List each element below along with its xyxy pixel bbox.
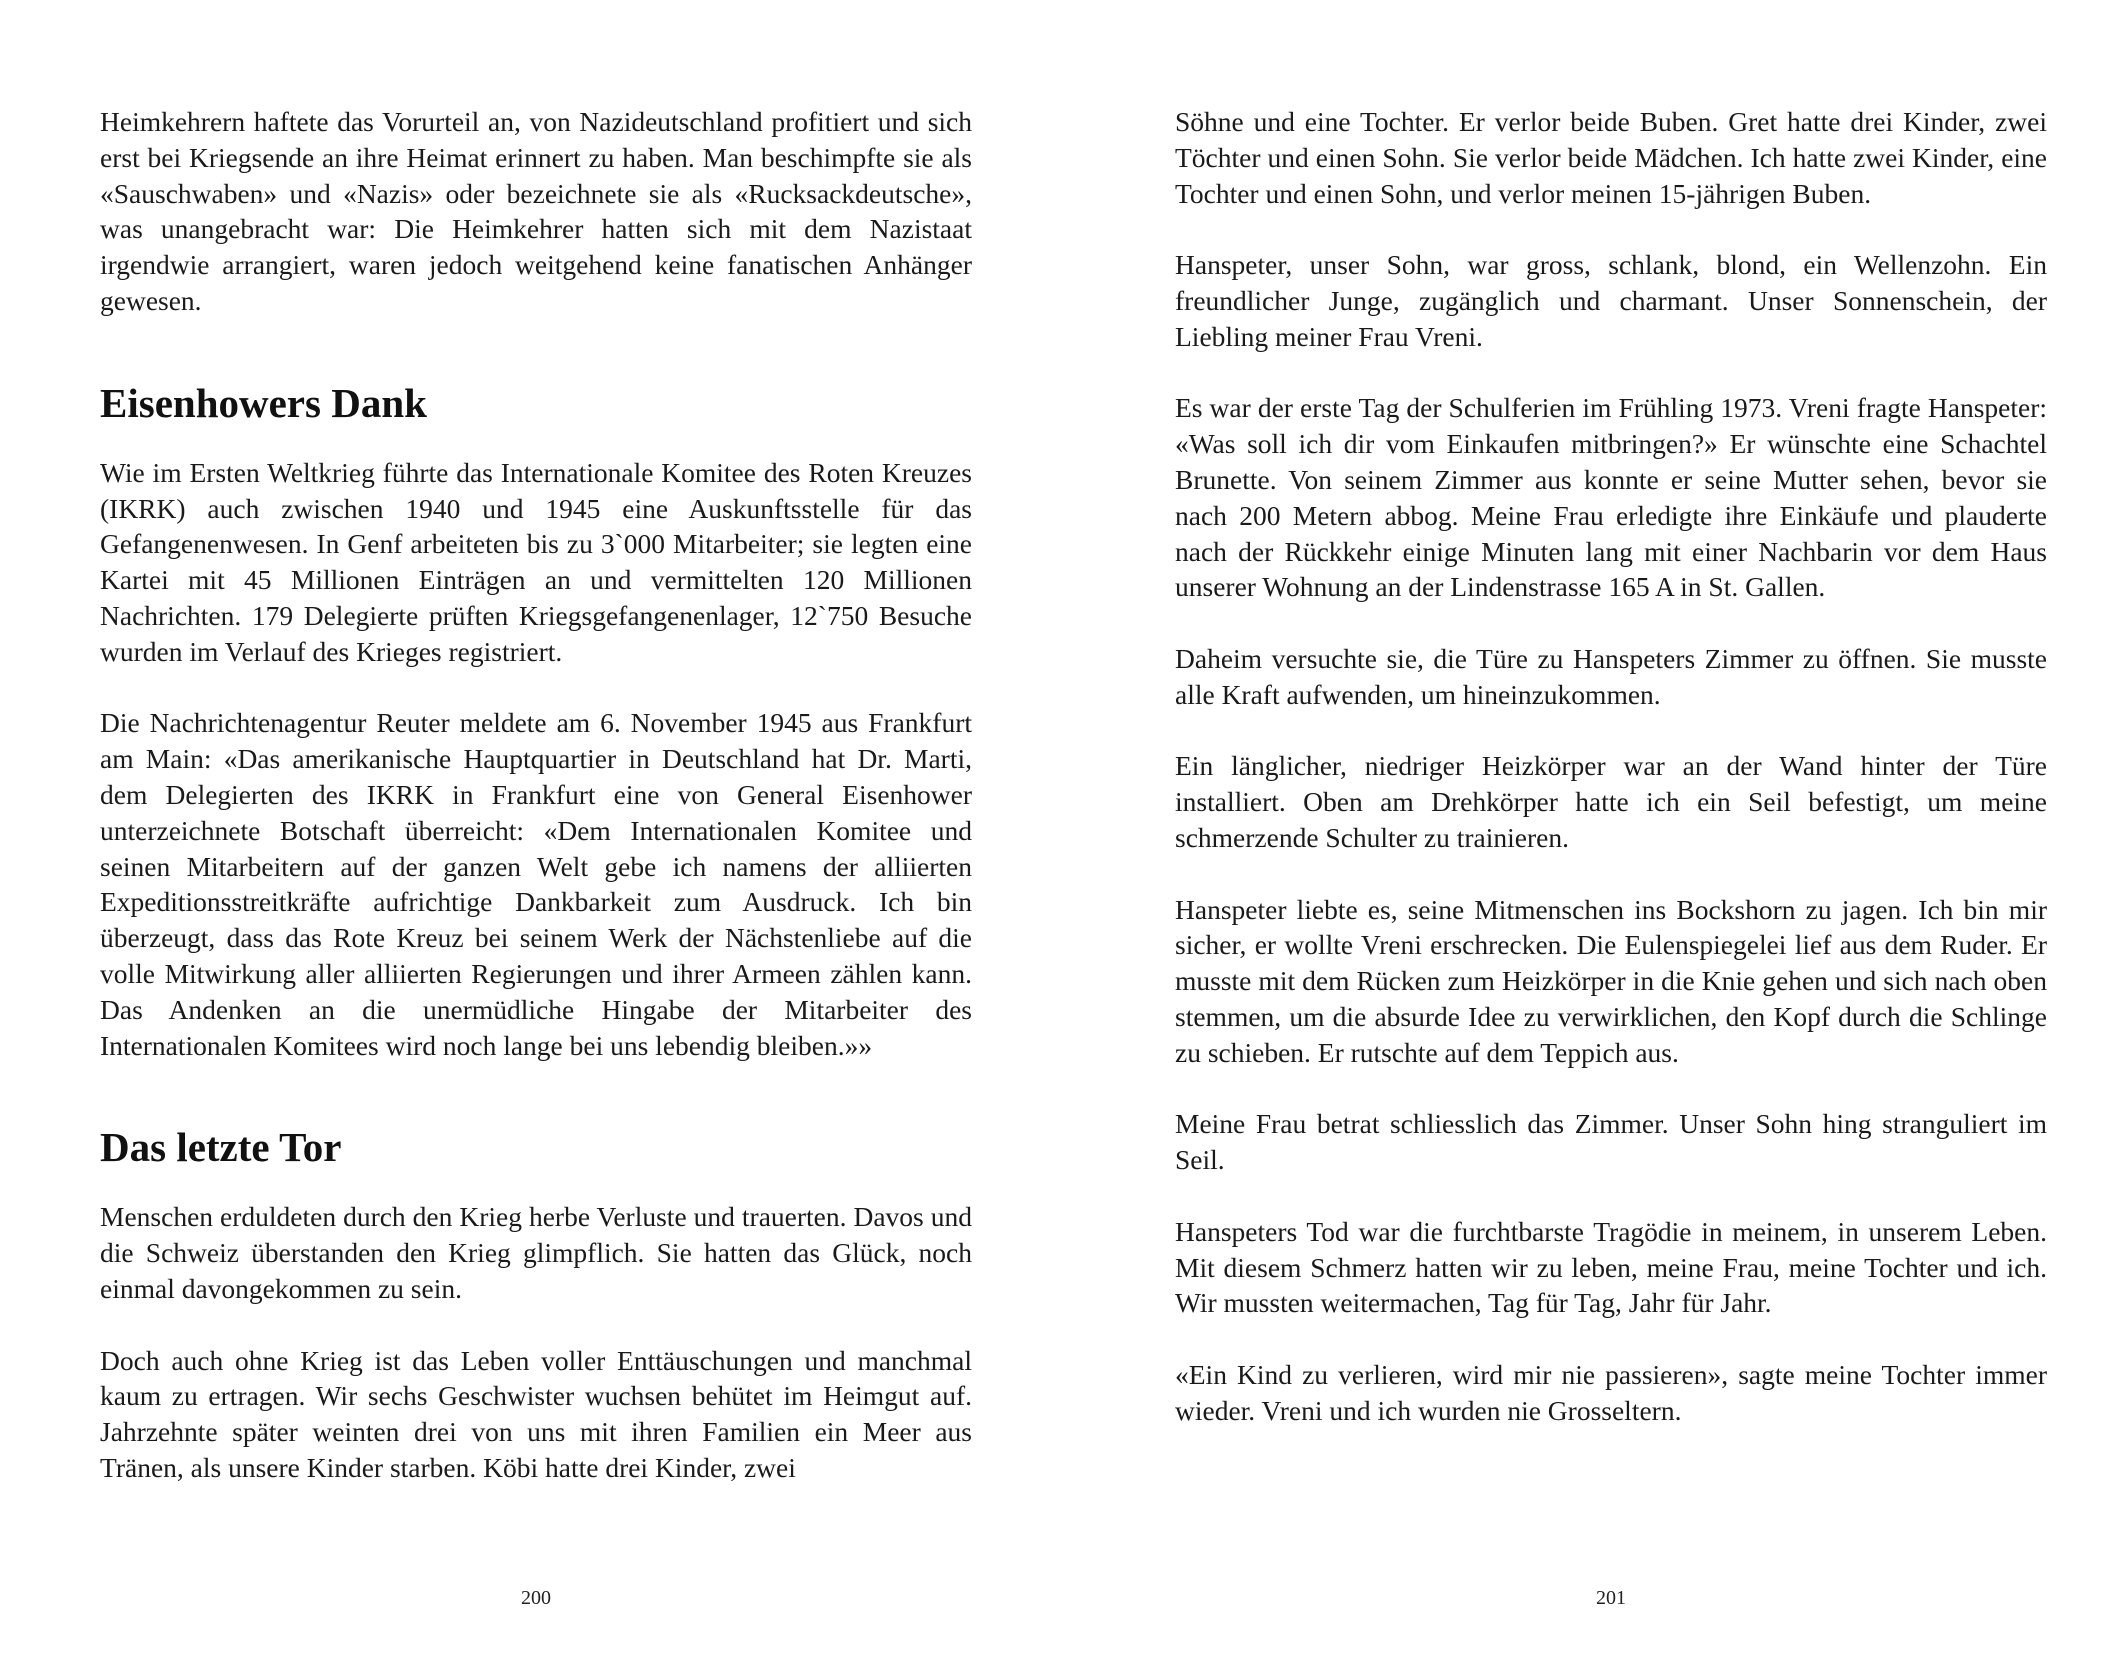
paragraph: Die Nachrichtenagentur Reuter meldete am 6. November 1945 aus Frankfurt am Main: «Das amerikanische Hauptquartier in Deutschland hat Dr. Marti, dem Delegierten des IKRK in Frankfurt eine von General Eisenhower unterzeichnete Botschaft überreicht: «Dem Internationalen Komitee und seinen Mitarbeitern auf der ganzen Welt gebe ich namens der alliierten Expeditionsstreitkräfte aufrichtige Dankbarkeit zum Ausdruck. Ich bin überzeugt, dass das Rote Kreuz bei seinem Werk der Nächstenliebe auf die volle Mitwirkung aller alliierten Regierungen und ihrer Armeen zählen kann. Das Andenken an die unermüdliche Hingabe der Mitarbeiter des Internationalen Komitees wird noch lange bei uns lebendig bleiben.»» bbox=[100, 707, 972, 1061]
page-number: 201 bbox=[1596, 1587, 1626, 1609]
paragraph: Wie im Ersten Weltkrieg führte das Internationale Komitee des Roten Kreuzes (IKRK) auch zwischen 1940 und 1945 eine Auskunftsstelle für das Gefangenenwesen. In Genf arbeiteten bis zu 3`000 Mitarbeiter; sie legten eine Kartei mit 45 Millionen Einträgen an und vermittelten 120 Millionen Nachrichten. 179 Delegierte prüften Kriegsgefangenenlager, 12`750 Besuche wurden im Verlauf des Krieges registriert. bbox=[100, 456, 972, 667]
paragraph: Hanspeter, unser Sohn, war gross, schlank, blond, ein Wellenzohn. Ein freundlicher Junge, zugänglich und charmant. Unser Sonnenschein, der Liebling meiner Frau Vreni. bbox=[1175, 249, 2047, 352]
paragraph: Söhne und eine Tochter. Er verlor beide Buben. Gret hatte drei Kinder, zwei Töchter und einen Sohn. Sie verlor beide Mädchen. Ich hatte zwei Kinder, eine Tochter und einen Sohn, und verlor meinen 15-jährigen Buben. bbox=[1175, 106, 2047, 209]
paragraph: Es war der erste Tag der Schulferien im Frühling 1973. Vreni fragte Hanspeter: «Was soll ich dir vom Einkaufen mitbringen?» Er wünschte eine Schachtel Brunette. Von seinem Zimmer aus konnte er seine Mutter sehen, bevor sie nach 200 Metern abbog. Meine Frau erledigte ihre Einkäufe und plauderte nach der Rückkehr einige Minuten lang mit einer Nachbarin vor dem Haus unserer Wohnung an der Lindenstrasse 165 A in St. Gallen. bbox=[1175, 392, 2047, 603]
paragraph: Hanspeter liebte es, seine Mitmenschen ins Bockshorn zu jagen. Ich bin mir sicher, er wollte Vreni erschrecken. Die Eulenspiegelei lief aus dem Ruder. Er musste mit dem Rücken zum Heizkörper in die Knie gehen und sich nach oben stemmen, um die absurde Idee zu verwirklichen, den Kopf durch die Schlinge zu schieben. Er rutschte auf dem Teppich aus. bbox=[1175, 893, 2047, 1068]
paragraph: Daheim versuchte sie, die Türe zu Hanspeters Zimmer zu öffnen. Sie musste alle Kraft aufwenden, um hineinzukommen. bbox=[1175, 642, 2047, 710]
left-page bbox=[100, 0, 972, 1654]
paragraph: Meine Frau betrat schliesslich das Zimmer. Unser Sohn hing stranguliert im Seil. bbox=[1175, 1108, 2047, 1176]
section-heading: Eisenhowers Dank bbox=[100, 379, 427, 426]
right-page-text bbox=[1175, 104, 2047, 1428]
paragraph: Menschen erduldeten durch den Krieg herbe Verluste und trauerten. Davos und die Schweiz überstanden den Krieg glimpflich. Sie hatten das Glück, noch einmal davongekommen zu sein. bbox=[100, 1201, 972, 1304]
section-heading: Das letzte Tor bbox=[100, 1124, 342, 1171]
paragraph: Hanspeters Tod war die furchtbarste Tragödie in meinem, in unserem Leben. Mit diesem Schmerz hatten wir zu leben, meine Frau, meine Tochter und ich. Wir mussten weitermachen, Tag für Tag, Jahr für Jahr. bbox=[1175, 1215, 2047, 1319]
paragraph: Heimkehrern haftete das Vorurteil an, von Nazideutschland profitiert und sich erst bei Kriegsende an ihre Heimat erinnert zu haben. Man beschimpfte sie als «Sauschwaben» und «Nazis» oder bezeichnete sie als «Rucksackdeutsche», was unangebracht war: Die Heimkehrer hatten sich mit dem Nazistaat irgendwie arrangiert, waren jedoch weitgehend keine fanatischen Anhänger gewesen. bbox=[100, 106, 972, 316]
paragraph: Ein länglicher, niedriger Heizkörper war an der Wand hinter der Türe installiert. Oben am Drehkörper hatte ich ein Seil befestigt, um meine schmerzende Schulter zu trainieren. bbox=[1175, 750, 2047, 853]
left-page-text bbox=[100, 104, 972, 1486]
paragraph: «Ein Kind zu verlieren, wird mir nie passieren», sagte meine Tochter immer wieder. Vreni und ich wurden nie Grosseltern. bbox=[1175, 1358, 2047, 1426]
right-page bbox=[1175, 0, 2047, 1654]
page-number: 200 bbox=[521, 1587, 551, 1609]
paragraph: Doch auch ohne Krieg ist das Leben voller Enttäuschungen und manchmal kaum zu ertragen. Wir sechs Geschwister wuchsen behütet im Heimgut auf. Jahrzehnte später weinten drei von uns mit ihren Familien ein Meer aus Tränen, als unsere Kinder starben. Köbi hatte drei Kinder, zwei bbox=[100, 1344, 972, 1483]
